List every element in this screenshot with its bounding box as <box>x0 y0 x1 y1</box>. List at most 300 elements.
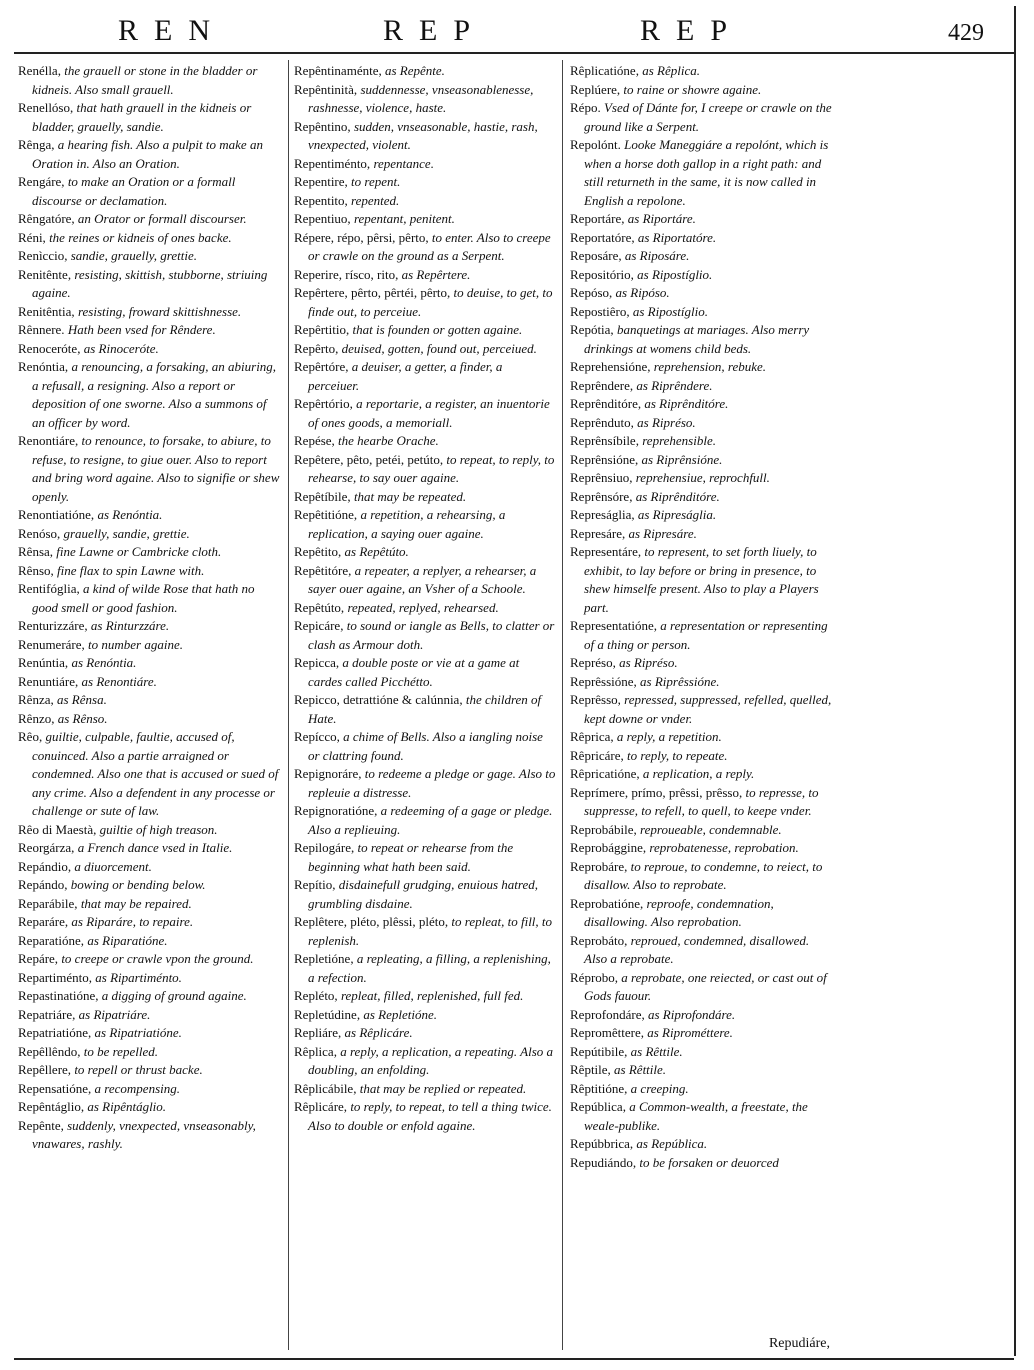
entry-definition: to represent, to set forth liuely, to exhibit, to lay before or bring in presence, to shew himselfe present. Also to play a Players part. <box>584 544 819 615</box>
dictionary-entry <box>570 1006 834 1025</box>
page-number: 429 <box>948 20 984 46</box>
entry-headword: Reprênsíbile, <box>570 433 639 448</box>
dictionary-entry <box>294 340 556 359</box>
entry-definition: as Repênte. <box>384 63 445 78</box>
entry-definition: as Riprêndere. <box>636 377 713 393</box>
dictionary-entry <box>294 321 556 340</box>
entry-definition: resisting, skittish, stubborne, striuing againe. <box>32 266 268 300</box>
entry-definition: a diuorcement. <box>74 858 152 874</box>
entry-definition: an Orator or formall discourser. <box>77 211 247 226</box>
entry-headword: Repatriatióne, <box>18 1025 92 1040</box>
dictionary-entry <box>570 358 834 377</box>
column-1 <box>18 62 280 1358</box>
dictionary-entry <box>570 210 834 229</box>
entry-definition: that may be repeated. <box>353 488 467 504</box>
entry-definition: as Renóntia. <box>71 655 137 670</box>
entry-definition: to repent. <box>351 174 401 189</box>
entry-headword: Repêrtitio, <box>294 322 350 337</box>
entry-definition: as Repêrtere. <box>401 266 471 282</box>
dictionary-entry <box>18 321 280 340</box>
dictionary-entry <box>18 506 280 525</box>
entry-definition: as Repêtúto. <box>344 544 409 559</box>
entry-headword: Repóso, <box>570 285 613 300</box>
entry-definition: a kind of wilde Rose that hath no good smell or good fashion. <box>32 581 255 615</box>
entry-headword: Rentifóglia, <box>18 581 80 596</box>
entry-definition: sandie, grauelly, grettie. <box>70 248 197 263</box>
entry-definition: as Riprênditóre. <box>635 488 720 504</box>
entry-definition: disdainefull grudging, enuious hatred, grumbling disdaine. <box>308 877 538 911</box>
dictionary-entry <box>18 303 280 322</box>
dictionary-entry <box>18 1006 280 1025</box>
entry-headword: Repêrtóre, <box>294 359 349 374</box>
entry-headword: Representáre, <box>570 544 642 559</box>
entry-definition: repeated, replyed, rehearsed. <box>347 599 499 615</box>
dictionary-entry <box>294 876 556 913</box>
entry-definition: to number againe. <box>88 636 183 652</box>
header-right-word: REP <box>640 14 744 47</box>
entry-definition: to repell or thrust backe. <box>74 1062 203 1077</box>
entry-headword: Rêptile, <box>570 1062 611 1077</box>
entry-headword: Renontiáre, <box>18 433 79 448</box>
dictionary-entry <box>570 62 834 81</box>
entry-headword: Repicco, detrattióne & calúnnia, <box>294 692 463 707</box>
dictionary-entry <box>18 728 280 821</box>
entry-definition: to redeeme a pledge or gage. Also to repleuie a distresse. <box>308 766 556 800</box>
entry-definition: the hearbe Orache. <box>338 433 439 448</box>
entry-definition: as Riparáre, to repaire. <box>71 914 194 929</box>
entry-definition: guiltie, culpable, faultie, accused of, conuinced. Also a partie arraigned or condemned. Also one that is accused or sued of any crime. Also a defendent in any processe or challenge or sute of law. <box>32 729 279 818</box>
entry-definition: a hearing fish. Also a pulpit to make an Oration in. Also an Oration. <box>32 137 263 171</box>
entry-headword: Reparáre, <box>18 914 69 929</box>
dictionary-entry <box>570 377 834 396</box>
entry-headword: Reprobáre, <box>570 858 628 874</box>
entry-definition: a repetition, a rehearsing, a replication, a saying ouer againe. <box>308 507 506 541</box>
entry-headword: Reprobatióne, <box>570 895 644 911</box>
entry-definition: as Riprêssióne. <box>640 673 720 689</box>
entry-headword: Rêplicábile, <box>294 1080 357 1096</box>
dictionary-entry <box>570 451 834 470</box>
entry-headword: Reorgárza, <box>18 840 75 855</box>
dictionary-entry <box>294 155 556 174</box>
entry-headword: República, <box>570 1099 626 1114</box>
entry-definition: a creeping. <box>630 1080 689 1096</box>
entry-headword: Repítio, <box>294 877 336 892</box>
entry-headword: Reprêndere, <box>570 377 634 393</box>
dictionary-entry <box>294 599 556 618</box>
dictionary-entry <box>570 303 834 322</box>
entry-definition: a renouncing, a forsaking, an abiuring, a refusall, a resigning. Also a report or deposition of one sworne. Also a summons of an officer by word. <box>32 359 277 430</box>
entry-definition: to repleat, to fill, to replenish. <box>308 914 553 948</box>
entry-definition: a reply, a replication, a repeating. Also a doubling, an enfolding. <box>308 1043 554 1077</box>
entry-headword: Repêtitóre, <box>294 562 352 578</box>
entry-headword: Reprobábile, <box>570 821 637 837</box>
entry-definition: to renounce, to forsake, to abiure, to refuse, to resigne, to giue ouer. Also to report and bring word againe. Also to signifie or shew openly. <box>32 433 280 504</box>
entry-headword: Renuntiáre, <box>18 673 79 689</box>
entry-definition: a double poste or vie at a game at cardes called Picchétto. <box>308 655 520 689</box>
entry-headword: Repêntinaménte, <box>294 63 382 78</box>
entry-headword: Renitêntia, <box>18 303 75 319</box>
entry-definition: a repleating, a filling, a replenishing, a refection. <box>308 951 551 985</box>
dictionary-entry <box>294 229 556 266</box>
entry-definition: as Renóntia. <box>97 507 163 522</box>
entry-headword: Repêtere, pêto, petéi, petúto, <box>294 451 444 467</box>
entry-headword: Repudiándo, <box>570 1154 637 1170</box>
entry-definition: reprehensiue, reprochfull. <box>635 470 770 485</box>
entry-headword: Renóso, <box>18 525 61 541</box>
dictionary-entry <box>294 765 556 802</box>
entry-definition: as Riparatióne. <box>87 932 168 948</box>
dictionary-entry <box>570 691 834 728</box>
dictionary-entry <box>18 950 280 969</box>
entry-headword: Repêtitióne, <box>294 507 358 522</box>
dictionary-entry <box>570 821 834 840</box>
entry-definition: to repeat or rehearse from the beginning what hath been said. <box>308 840 514 874</box>
dictionary-entry <box>18 932 280 951</box>
entry-definition: as Ripresáre. <box>628 525 697 541</box>
dictionary-entry <box>294 617 556 654</box>
entry-definition: suddenly, vnexpected, vnseasonably, vnawares, rashly. <box>32 1117 256 1151</box>
entry-headword: Reprehensióne, <box>570 359 651 374</box>
entry-definition: a digging of ground againe. <box>101 988 247 1003</box>
entry-definition: grauelly, sandie, grettie. <box>63 525 190 541</box>
entry-definition: to enter. Also to creepe or crawle on the ground as a Serpent. <box>308 229 551 263</box>
dictionary-entry <box>294 488 556 507</box>
entry-headword: Rêpricáre, <box>570 747 624 763</box>
entry-headword: Reparatióne, <box>18 932 85 948</box>
dictionary-entry <box>18 62 280 99</box>
dictionary-entry <box>294 358 556 395</box>
dictionary-entry <box>570 81 834 100</box>
dictionary-entry <box>570 728 834 747</box>
entry-headword: Reprênsóre, <box>570 488 633 504</box>
entry-definition: a deuiser, a getter, a finder, a perceiuer. <box>308 359 503 393</box>
dictionary-entry <box>18 99 280 136</box>
entry-headword: Repêtíbile, <box>294 488 351 504</box>
entry-definition: a reportarie, a register, an inuentorie of ones goods, a memoriall. <box>308 396 550 430</box>
entry-definition: as Ripreságlia. <box>637 507 717 522</box>
entry-definition: banquetings at mariages. Also merry drinkings at womens child beds. <box>584 322 810 356</box>
entry-definition: as Ripréso. <box>637 414 696 430</box>
entry-definition: as Riprênsióne. <box>641 451 723 467</box>
entry-definition: reprehensible. <box>642 433 716 448</box>
entry-headword: Repáre, <box>18 951 59 966</box>
entry-definition: Looke Maneggiáre a repolónt, which is when a horse doth gallop in a right path: and still returneth in the same, it is now called in English a repolone. <box>584 137 829 208</box>
entry-headword: Renìccio, <box>18 248 68 263</box>
entry-definition: that may be repaired. <box>80 895 192 911</box>
entry-definition: a recompensing. <box>94 1080 180 1096</box>
entry-headword: Rêo, <box>18 729 43 744</box>
entry-definition: as Rêplicáre. <box>344 1025 413 1040</box>
entry-headword: Repentire, <box>294 174 348 189</box>
dictionary-entry <box>294 451 556 488</box>
entry-headword: Repándo, <box>18 877 68 892</box>
dictionary-entry <box>570 321 834 358</box>
entry-headword: Repletióne, <box>294 951 354 966</box>
entry-headword: Repicáre, <box>294 618 344 633</box>
entry-headword: Réprobo, <box>570 969 619 985</box>
dictionary-entry <box>570 414 834 433</box>
column-separator <box>288 60 289 1350</box>
entry-headword: Repastinatióne, <box>18 988 99 1003</box>
entry-headword: Rêplica, <box>294 1043 337 1059</box>
dictionary-entry <box>294 562 556 599</box>
dictionary-entry <box>18 691 280 710</box>
entry-headword: Rêplicáre, <box>294 1099 348 1114</box>
entry-definition: as Riprofondáre. <box>647 1006 736 1022</box>
entry-headword: Repolónt. <box>570 137 621 152</box>
dictionary-entry <box>570 747 834 766</box>
dictionary-entry <box>18 562 280 581</box>
dictionary-entry <box>18 266 280 303</box>
entry-definition: as Ripatriatióne. <box>94 1025 182 1040</box>
entry-headword: Repentiuo, <box>294 211 351 226</box>
dictionary-entry <box>18 654 280 673</box>
dictionary-entry <box>570 99 834 136</box>
entry-definition: to reply, to repeate. <box>627 747 728 763</box>
dictionary-entry <box>18 710 280 729</box>
dictionary-entry <box>18 876 280 895</box>
dictionary-entry <box>294 506 556 543</box>
entry-definition: a reprobate, one reiected, or cast out of Gods fauour. <box>584 969 827 1003</box>
entry-headword: Repartiménto, <box>18 969 93 985</box>
entry-definition: that hath grauell in the kidneis or bladder, grauelly, sandie. <box>32 100 252 134</box>
entry-definition: a reply, a repetition. <box>616 729 722 744</box>
entry-headword: Reposáre, <box>570 248 622 263</box>
dictionary-entry <box>18 839 280 858</box>
dictionary-entry <box>570 1098 834 1135</box>
entry-headword: Repostiêro, <box>570 303 630 319</box>
column-2 <box>294 62 556 1358</box>
entry-definition: a representation or representing of a thing or person. <box>584 618 828 652</box>
entry-headword: Repándio, <box>18 858 72 874</box>
entry-headword: Repútibile, <box>570 1043 628 1059</box>
dictionary-entry <box>294 62 556 81</box>
entry-definition: as Ripêntáglio. <box>87 1099 167 1114</box>
dictionary-entry <box>18 580 280 617</box>
entry-definition: as Ripostíglio. <box>632 303 708 319</box>
entry-headword: Replêtere, pléto, plêssi, pléto, <box>294 914 449 929</box>
entry-headword: Repicca, <box>294 655 340 670</box>
column-separator <box>562 60 563 1350</box>
dictionary-entry <box>294 284 556 321</box>
entry-headword: Renontiatióne, <box>18 507 95 522</box>
entry-headword: Represáre, <box>570 525 626 541</box>
dictionary-entry <box>570 784 834 821</box>
entry-headword: Repêrtório, <box>294 396 353 411</box>
dictionary-entry <box>18 1043 280 1062</box>
entry-definition: fine Lawne or Cambricke cloth. <box>56 544 222 559</box>
entry-headword: Repêllêndo, <box>18 1043 81 1059</box>
entry-definition: repentance. <box>373 155 434 171</box>
entry-headword: Rêpricatióne, <box>570 766 640 781</box>
dictionary-entry <box>294 1098 556 1135</box>
dictionary-entry <box>18 543 280 562</box>
entry-definition: as Riportáre. <box>627 211 696 226</box>
entry-definition: as Repletióne. <box>363 1006 437 1022</box>
entry-definition: to sound or iangle as Bells, to clatter or clash as Armour doth. <box>308 618 555 652</box>
entry-definition: as Ripatriáre. <box>78 1006 151 1022</box>
entry-headword: Reprímere, prímo, prêssi, prêsso, <box>570 784 743 800</box>
dictionary-entry <box>18 913 280 932</box>
dictionary-entry <box>570 617 834 654</box>
entry-headword: Renélla, <box>18 63 61 78</box>
entry-definition: bowing or bending below. <box>70 877 206 892</box>
entry-definition: as Rêttile. <box>630 1043 683 1059</box>
dictionary-entry <box>294 987 556 1006</box>
entry-headword: Rênga, <box>18 137 55 152</box>
entry-definition: to repeat, to reply, to rehearse, to say ouer againe. <box>308 451 555 485</box>
dictionary-entry <box>18 1061 280 1080</box>
dictionary-entry <box>294 173 556 192</box>
dictionary-entry <box>294 1006 556 1025</box>
entry-definition: to represse, to suppresse, to refell, to quell, to keepe vnder. <box>584 784 819 818</box>
entry-headword: Repêtúto, <box>294 599 345 615</box>
entry-headword: Repícco, <box>294 729 340 744</box>
entry-definition: to raine or showre againe. <box>623 81 762 97</box>
entry-headword: Rêngatóre, <box>18 211 75 226</box>
dictionary-entry <box>570 654 834 673</box>
dictionary-entry <box>18 525 280 544</box>
entry-headword: Reparábile, <box>18 895 78 911</box>
entry-headword: Répo. <box>570 100 601 115</box>
dictionary-entry <box>294 950 556 987</box>
entry-headword: Repromêttere, <box>570 1025 644 1040</box>
entry-definition: suddennesse, vnseasonablenesse, rashnesse, violence, haste. <box>308 81 534 115</box>
entry-definition: a repeater, a replyer, a rehearser, a sayer ouer againe, an Vsher of a Schoole. <box>308 562 537 596</box>
entry-definition: a replication, a reply. <box>642 766 755 781</box>
entry-headword: Reprênsióne, <box>570 451 639 467</box>
entry-headword: Rênzo, <box>18 710 55 726</box>
dictionary-entry <box>18 432 280 506</box>
entry-headword: Renellóso, <box>18 100 74 115</box>
column-3 <box>570 62 834 1358</box>
dictionary-entry <box>570 284 834 303</box>
entry-headword: Repêrtere, pêrto, pêrtéi, pêrto, <box>294 285 451 300</box>
entry-headword: Rênza, <box>18 692 54 707</box>
entry-headword: Renumeráre, <box>18 636 85 652</box>
entry-headword: Rêprica, <box>570 729 614 744</box>
entry-definition: fine flax to spin Lawne with. <box>57 562 205 578</box>
dictionary-entry <box>18 247 280 266</box>
entry-headword: Rênso, <box>18 562 54 578</box>
entry-headword: Repêtito, <box>294 544 342 559</box>
entry-definition: reproued, condemned, disallowed. Also a reprobate. <box>584 932 810 966</box>
dictionary-entry <box>294 691 556 728</box>
entry-headword: Repótia, <box>570 322 614 337</box>
dictionary-entry <box>294 839 556 876</box>
entry-definition: the grauell or stone in the bladder or kidneis. Also small grauell. <box>32 63 258 97</box>
entry-definition: as Riportatóre. <box>637 229 717 245</box>
dictionary-entry <box>570 266 834 285</box>
entry-headword: Repêrto, <box>294 340 339 356</box>
dictionary-entry <box>294 1080 556 1099</box>
entry-definition: as Ripóso. <box>615 285 670 300</box>
entry-headword: Repêntinità, <box>294 81 358 97</box>
entry-headword: Reprobáto, <box>570 932 628 948</box>
entry-headword: Réni, <box>18 229 46 245</box>
entry-definition: repented. <box>351 192 400 208</box>
entry-headword: Reportáre, <box>570 211 625 226</box>
dictionary-entry <box>18 1098 280 1117</box>
dictionary-entry <box>570 1043 834 1062</box>
entry-headword: Reportatóre, <box>570 229 635 245</box>
dictionary-entry <box>570 525 834 544</box>
entry-headword: Renóntia, <box>18 359 69 374</box>
entry-headword: Repignoráre, <box>294 766 362 781</box>
dictionary-entry <box>18 1024 280 1043</box>
entry-headword: Repentito, <box>294 192 348 208</box>
dictionary-entry <box>294 432 556 451</box>
entry-headword: Repênte, <box>18 1117 64 1133</box>
entry-headword: Reprobággine, <box>570 840 647 855</box>
entry-headword: Repése, <box>294 433 335 448</box>
dictionary-entry <box>294 118 556 155</box>
dictionary-entry <box>294 1024 556 1043</box>
header-left-word: REN <box>118 14 226 47</box>
entry-definition: a redeeming of a gage or pledge. Also a replieuing. <box>308 803 553 837</box>
entry-headword: Repletúdine, <box>294 1006 361 1022</box>
entry-definition: the children of Hate. <box>308 692 542 726</box>
entry-headword: Renúntia, <box>18 655 69 670</box>
entry-headword: Reprênduto, <box>570 414 634 430</box>
entry-headword: Rengáre, <box>18 174 65 189</box>
dictionary-entry <box>570 1024 834 1043</box>
dictionary-entry <box>570 229 834 248</box>
entry-headword: Renoceróte, <box>18 340 81 356</box>
dictionary-entry <box>294 192 556 211</box>
dictionary-entry <box>294 543 556 562</box>
entry-headword: Repêntino, <box>294 118 351 134</box>
entry-headword: Répere, répo, pêrsi, pêrto, <box>294 229 429 245</box>
entry-definition: to deuise, to get, to finde out, to perceiue. <box>308 285 553 319</box>
dictionary-entry <box>18 821 280 840</box>
entry-definition: as República. <box>636 1136 708 1151</box>
dictionary-entry <box>18 987 280 1006</box>
dictionary-entry <box>570 969 834 1006</box>
entry-definition: a chime of Bells. Also a iangling noise or clattring found. <box>308 729 543 763</box>
dictionary-entry <box>294 1043 556 1080</box>
entry-headword: Repentiménto, <box>294 155 371 171</box>
page-frame-right <box>1014 6 1016 1356</box>
entry-definition: as Renontiáre. <box>81 673 157 689</box>
entry-headword: Reperire, rísco, rito, <box>294 266 399 282</box>
entry-definition: as Rinoceróte. <box>83 340 159 356</box>
dictionary-entry <box>570 543 834 617</box>
entry-definition: as Rênsa. <box>56 692 107 707</box>
entry-headword: Reprêsso, <box>570 692 621 707</box>
entry-definition: deuised, gotten, found out, perceiued. <box>341 340 537 356</box>
entry-definition: to be forsaken or deuorced <box>639 1154 779 1170</box>
dictionary-entry <box>570 1135 834 1154</box>
dictionary-entry <box>294 81 556 118</box>
entry-headword: Rêplicatióne, <box>570 63 639 78</box>
dictionary-entry <box>18 636 280 655</box>
entry-headword: Renitênte, <box>18 266 72 282</box>
entry-headword: Repliáre, <box>294 1025 342 1040</box>
dictionary-entry <box>18 229 280 248</box>
entry-definition: resisting, froward skittishnesse. <box>77 303 242 319</box>
dictionary-entry <box>294 802 556 839</box>
entry-headword: Rênsa, <box>18 544 54 559</box>
header-center-word: REP <box>383 14 487 47</box>
dictionary-entry <box>18 136 280 173</box>
dictionary-entry <box>18 969 280 988</box>
entry-definition: to be repelled. <box>83 1043 158 1059</box>
dictionary-entry <box>570 839 834 858</box>
dictionary-entry <box>294 913 556 950</box>
entry-definition: a French dance vsed in Italie. <box>77 840 233 855</box>
entry-definition: as Riprênditóre. <box>644 396 729 411</box>
